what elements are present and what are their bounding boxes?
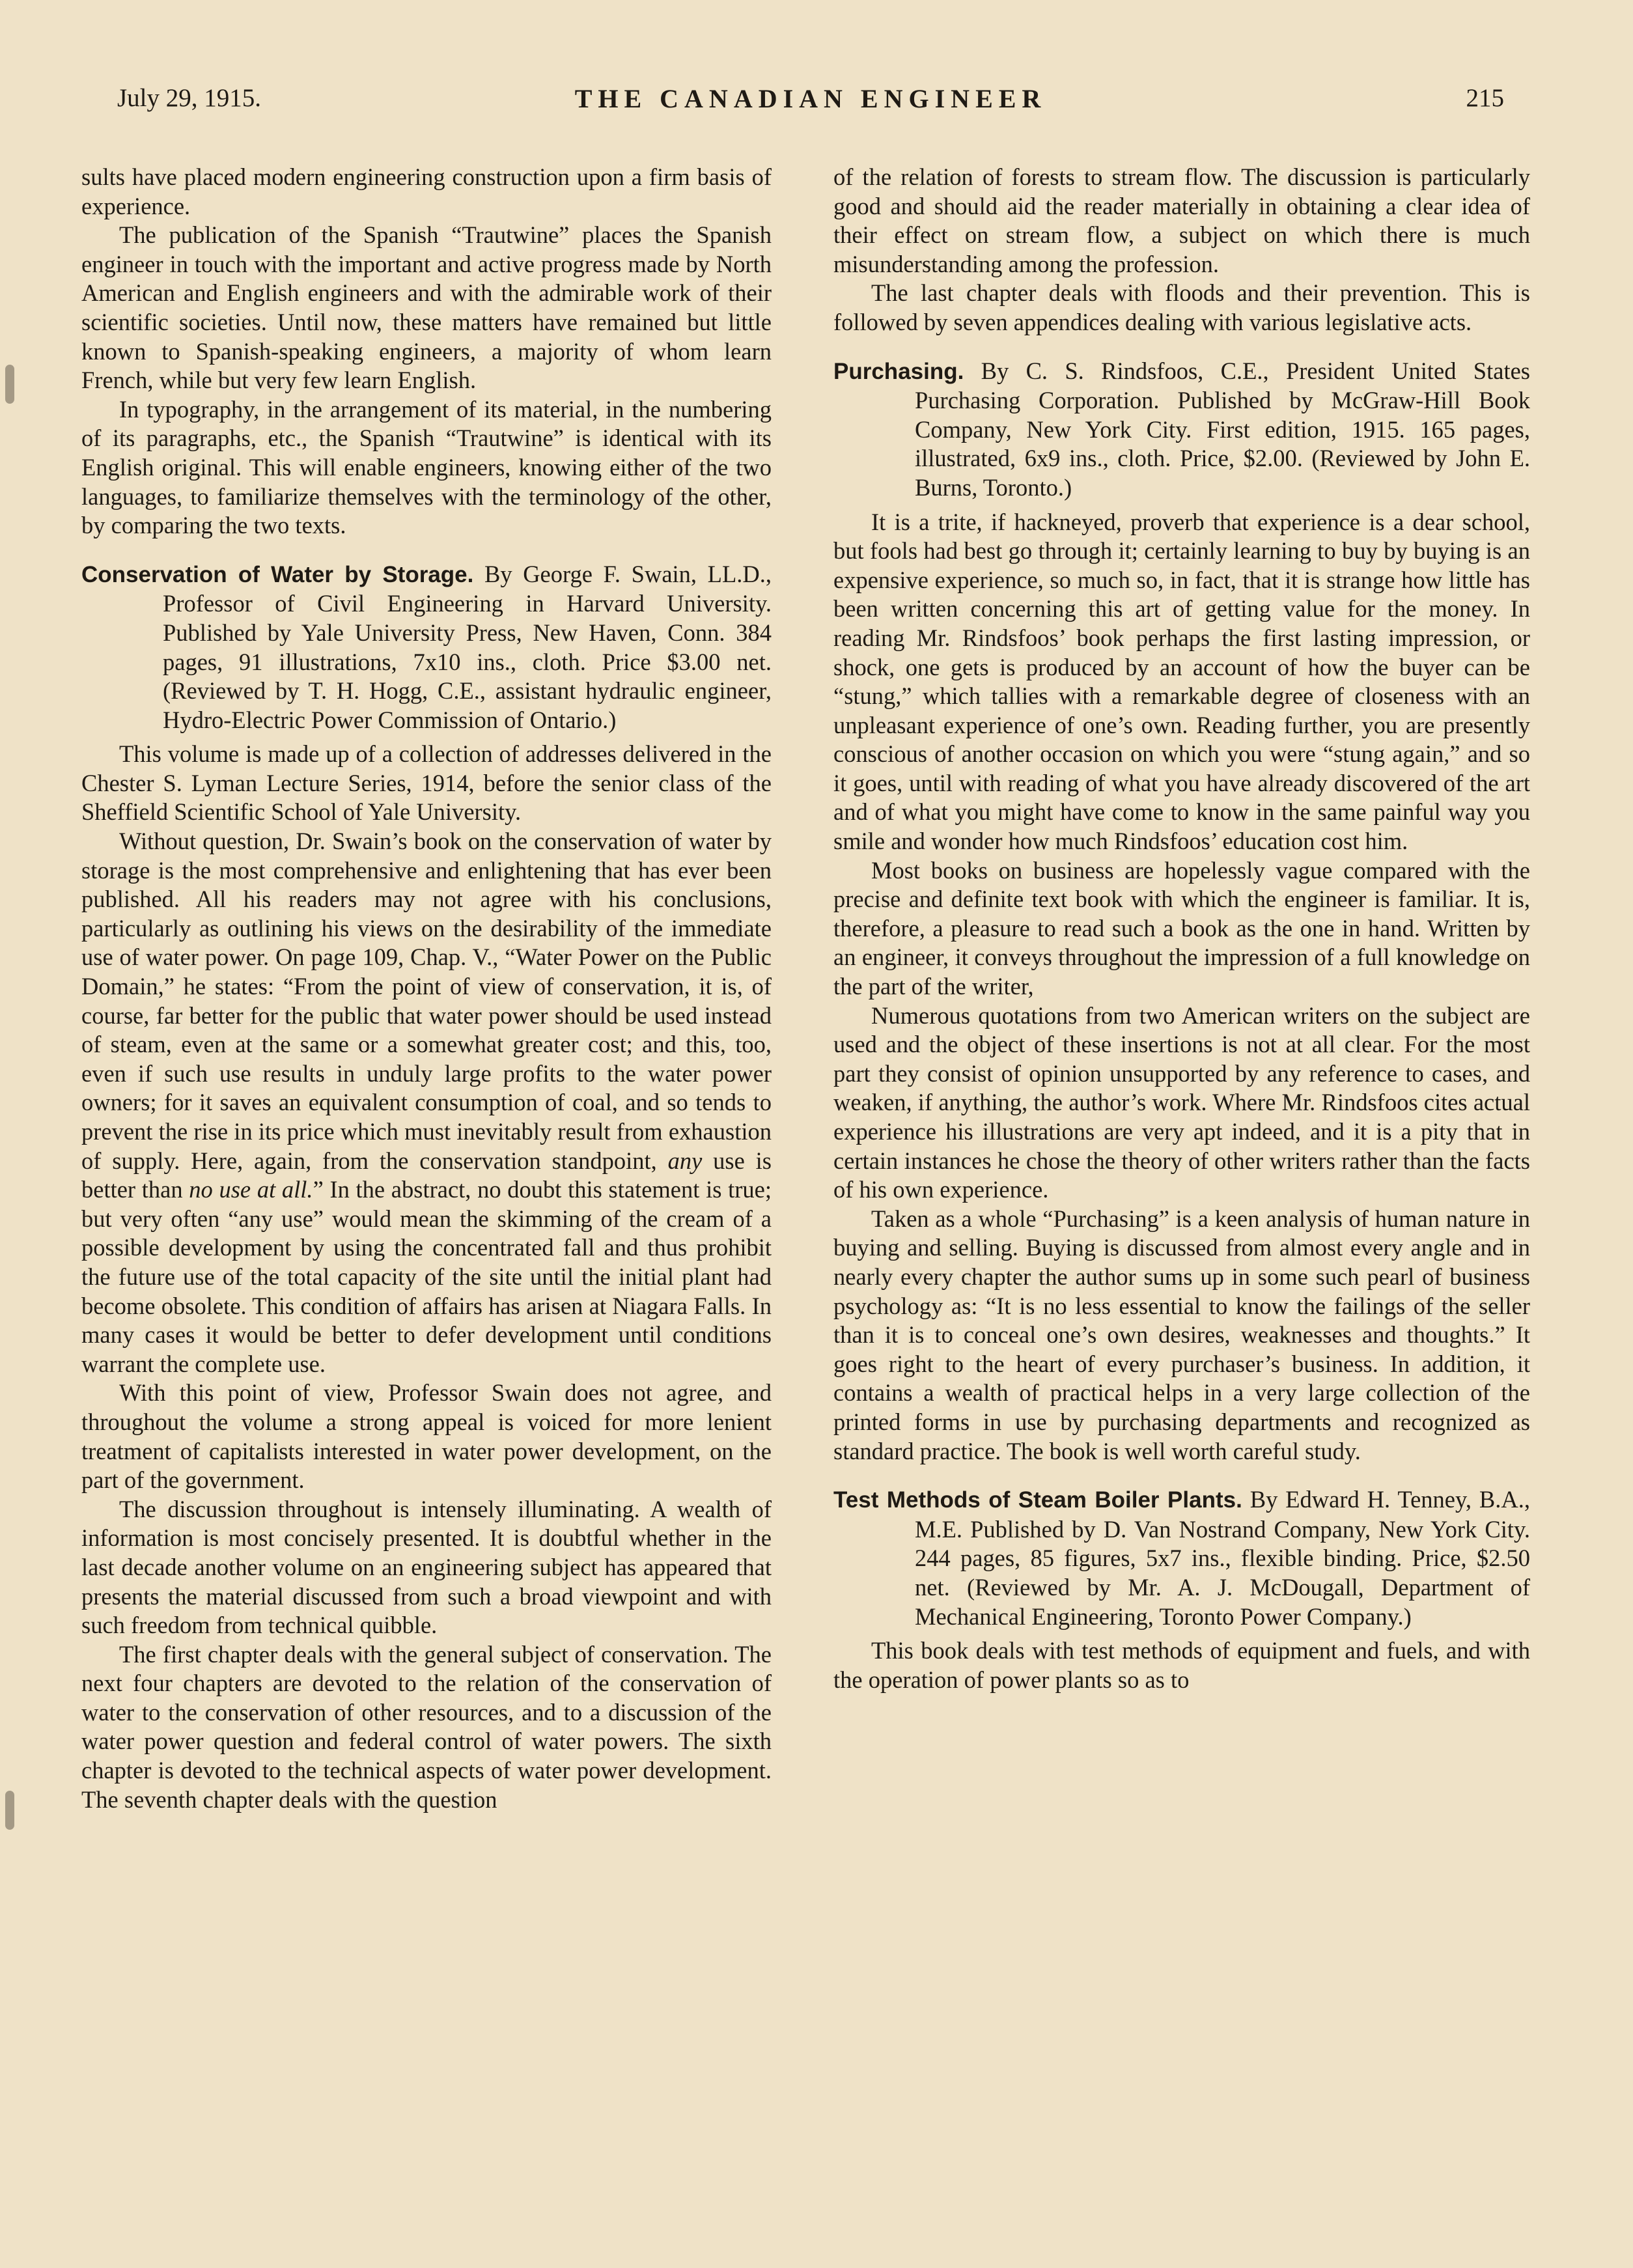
spacer	[833, 337, 1530, 357]
review-book-details: By George F. Swain, LL.D., Professor of Civil Engineering in Harvard University. Published by Yale University Press, New Haven, Conn. 384 pages, 91 illustrations, 7x10 ins., cloth. Price $3.00 net. (Reviewed by T. H. Hogg, C.E., assistant hydraulic engineer, Hydro-Electric Power Commission of Ontario.)	[163, 560, 772, 733]
text-run: ” In the abstract, no doubt this statement is true; but very often “any use” would mean the skimming of the cream of a possible development by using the concentrated fall and thus prohibit the future use of the total capacity of the site until the initial plant had become obsolete. This condition of affairs has arisen at Niagara Falls. In many cases it would be better to defer development until conditions warrant the complete use.	[81, 1176, 772, 1377]
review-heading	[833, 357, 1530, 503]
issue-date: July 29, 1915.	[117, 84, 262, 112]
paragraph: Most books on business are hopelessly vague compared with the precise and definite text book with which the engineer is familiar. It is, therefore, a pleasure to read such a book as the one in hand. Written by an engineer, it conveys throughout the impression of a full knowledge on the part of the writer,	[833, 856, 1530, 1000]
binding-mark	[5, 1791, 14, 1830]
paragraph: The first chapter deals with the general subject of conservation. The next four chapters are devoted to the relation of the conservation of water to the conservation of other resources, and to a discussion of the water power question and federal control of water powers. The sixth chapter is devoted to the technical aspects of water power development. The seventh chapter deals with the question	[81, 1640, 772, 1813]
binding-mark	[5, 365, 14, 404]
paragraph: sults have placed modern engineering construction upon a firm basis of experience.	[81, 163, 772, 219]
paragraph: The last chapter deals with floods and their prevention. This is followed by seven appendices dealing with various legislative acts.	[833, 279, 1530, 335]
emphasis-text: any	[667, 1147, 703, 1174]
paragraph: It is a trite, if hackneyed, proverb that experience is a dear school, but fools had best go through it; certainly learning to buy by buying is an expensive experience, so much so, in fact, that it is strange how little has been written concerning this art of getting value for the money. In reading Mr. Rindsfoos’ book perhaps the first lasting impression, or shock, one gets is produced by an account of how the buyer can be “stung,” which tallies with a remarkable degree of closeness with an unpleasant experience of one’s own. Reading further, you are presently conscious of another occasion on which you were “stung again,” and so it goes, until with reading of what you have already discovered of the art and of what you might have come to know in the same painful way you smile and wonder how much Rindsfoos’ education cost him.	[833, 508, 1530, 855]
left-column	[81, 163, 772, 1814]
review-book-details: By Edward H. Tenney, B.A., M.E. Published by D. Van Nostrand Company, New York City. 244 pages, 85 figures, 5x7 ins., flexible binding. Price, $2.50 net. (Reviewed by Mr. A. J. McDougall, Department of Mechanical Engineering, Toronto Power Company.)	[915, 1486, 1530, 1630]
review-heading	[81, 560, 772, 735]
review-heading	[833, 1485, 1530, 1631]
spacer	[81, 540, 772, 560]
paragraph: The discussion throughout is intensely illuminating. A wealth of information is most concisely presented. It is doubtful whether in the last decade another volume on an engineering subject has appeared that presents the material discussed from such a broad viewpoint and with such freedom from technical quibble.	[81, 1495, 772, 1639]
paragraph: This book deals with test methods of equipment and fuels, and with the operation of power plants so as to	[833, 1637, 1530, 1693]
paragraph: Numerous quotations from two American writers on the subject are used and the object of these insertions is not at all clear. For the most part they consist of opinion unsupported by any reference to cases, and weaken, if anything, the author’s work. Where Mr. Rindsfoos cites actual experience his illustrations are very apt indeed, and it is a pity that in certain instances he chose the theory of other writers rather than the facts of his own experience.	[833, 1001, 1530, 1203]
paragraph: of the relation of forests to stream flow. The discussion is particularly good and should aid the reader materially in obtaining a clear idea of their effect on stream flow, a subject on which there is much misunderstanding among the profession.	[833, 163, 1530, 277]
paragraph	[81, 827, 772, 1379]
spacer	[833, 1631, 1530, 1636]
right-column	[833, 163, 1530, 1694]
spacer	[833, 503, 1530, 508]
review-book-title: Conservation of Water by Storage.	[81, 561, 474, 587]
paragraph: The publication of the Spanish “Trautwine” places the Spanish engineer in touch with the important and active progress made by North American and English engineers and with the admirable work of their scientific societies. Until now, these matters have remained but little known to Spanish-speaking engineers, a majority of whom learn French, while but very few learn English.	[81, 221, 772, 394]
text-run: use is better than	[81, 1147, 772, 1203]
emphasis-text: no use at all.	[189, 1176, 313, 1203]
journal-title: THE CANADIAN ENGINEER	[574, 84, 1047, 113]
review-book-title: Test Methods of Steam Boiler Plants.	[833, 1487, 1242, 1513]
paragraph: In typography, in the arrangement of its material, in the numbering of its paragraphs, etc., the Spanish “Trautwine” is identical with its English original. This will enable engineers, knowing either of the two languages, to familiarize themselves with the terminology of the other, by comparing the two texts.	[81, 395, 772, 539]
paragraph: This volume is made up of a collection of addresses delivered in the Chester S. Lyman Lecture Series, 1914, before the senior class of the Sheffield Scientific School of Yale University.	[81, 740, 772, 826]
spacer	[81, 735, 772, 740]
text-run: Without question, Dr. Swain’s book on the conservation of water by storage is the most comprehensive and enlightening that has ever been published. All his readers may not agree with his conclusions, particularly as outlining his views on the desirability of the immediate use of water power. On page 109, Chap. V., “Water Power on the Public Domain,” he states: “From the point of view of conservation, it is, of course, far better for the public that water power should be used instead of steam, even at the same or a somewhat greater cost; and this, too, even if such use results in unduly large profits to the water power owners; for it saves an equivalent consumption of coal, and so tends to prevent the rise in its price which must inevitably result from exhaustion of supply. Here, again, from the conservation standpoint,	[81, 828, 772, 1174]
page-number: 215	[1466, 84, 1504, 112]
paragraph: Taken as a whole “Purchasing” is a keen analysis of human nature in buying and selling. Buying is discussed from almost every angle and in nearly every chapter the author sums up in some such pearl of business psychology as: “It is no less essential to know the failings of the seller than it is to conceal one’s own desires, weaknesses and thoughts.” It goes right to the heart of every purchaser’s business. In addition, it contains a wealth of practical helps in a very large collection of the printed forms in use by purchasing departments and recognized as standard practice. The book is well worth careful study.	[833, 1205, 1530, 1464]
spacer	[833, 1466, 1530, 1485]
review-book-title: Purchasing.	[833, 358, 964, 384]
paragraph: With this point of view, Professor Swain does not agree, and throughout the volume a strong appeal is voiced for more lenient treatment of capitalists interested in water power development, on the part of the government.	[81, 1379, 772, 1494]
review-book-details: By C. S. Rindsfoos, C.E., President United States Purchasing Corporation. Published by McGraw-Hill Book Company, New York City. First edition, 1915. 165 pages, illustrated, 6x9 ins., cloth. Price, $2.00. (Reviewed by John E. Burns, Toronto.)	[915, 357, 1530, 501]
running-header	[117, 83, 1504, 122]
